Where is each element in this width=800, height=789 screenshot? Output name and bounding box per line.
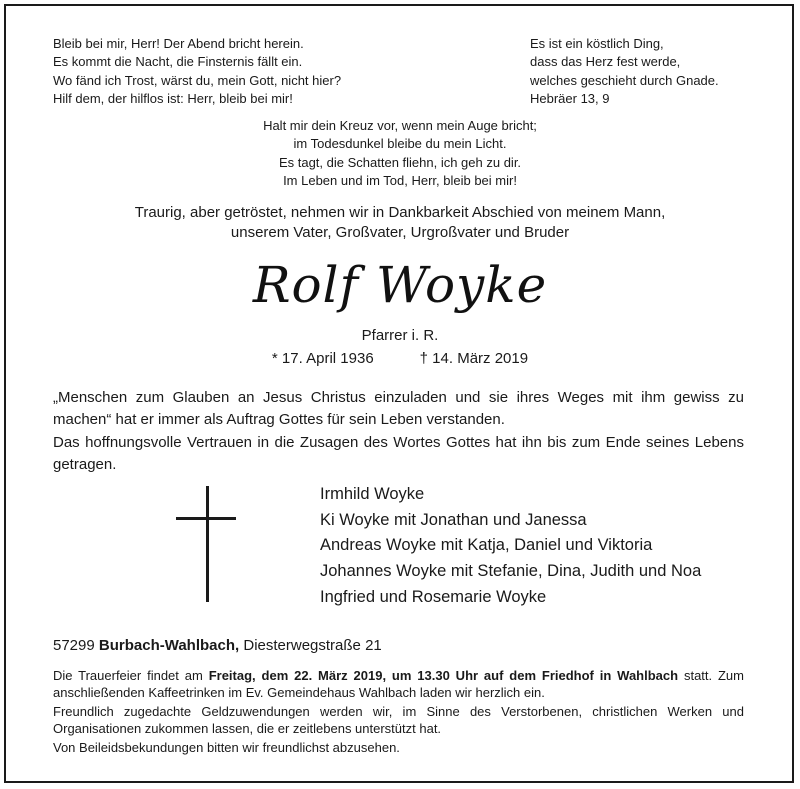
verse-left-line: Es kommt die Nacht, die Finsternis fällt ein. [53,54,303,70]
verse-center-line: Es tagt, die Schatten fliehn, ich geh zu dir. [278,154,522,170]
family-member: Andreas Woyke mit Katja, Daniel und Viktoria [320,536,653,555]
cross-vertical-bar [206,486,209,602]
verse-left [53,35,341,108]
deceased-title: Pfarrer i. R. [361,327,439,344]
intro-line: Traurig, aber getröstet, nehmen wir in Dankbarkeit Abschied von meinem Mann, [134,204,666,221]
deceased-name: Rolf Woyke [252,256,548,314]
family-member: Ingfried und Rosemarie Woyke [320,587,547,606]
address [53,636,382,656]
verse-center-line: Halt mir dein Kreuz vor, wenn mein Auge bricht; [263,118,537,133]
funeral-note-bold: Freitag, dem 22. März 2019, um 13.30 Uhr auf dem Friedhof in Wahlbach [208,668,679,683]
cross-horizontal-bar [176,517,236,520]
verse-left-line: Hilf dem, der hilflos ist: Herr, bleib bei mir! [53,90,293,106]
verse-right-line: Es ist ein köstlich Ding, [530,36,664,51]
address-street: Diesterwegstraße 21 [243,637,382,654]
family-member: Johannes Woyke mit Stefanie, Dina, Judith und Noa [320,562,702,581]
verse-center [0,117,800,190]
funeral-note-post: statt. Zum anschließenden Kaffeetrinken im Ev. Gemeindehaus Wahlbach laden wir herzlich ein. [53,668,744,700]
birth-date: * 17. April 1936 [271,350,374,367]
verse-left-line: Bleib bei mir, Herr! Der Abend bricht herein. [53,36,304,51]
address-zip: 57299 [53,637,95,654]
quote-block [53,387,744,477]
family-list [320,482,701,611]
quote-paragraph: „Menschen zum Glauben an Jesus Christus einzuladen und sie ihres Weges mit ihm gewiss zu machen“ hat er immer als Auftrag Gottes für sein Leben verstanden. [53,389,744,428]
condolence-note: Von Beileidsbekundungen bitten wir freundlichst abzusehen. [53,740,400,755]
family-member: Ki Woyke mit Jonathan und Janessa [320,510,587,529]
verse-center-line: im Todesdunkel bleibe du mein Licht. [293,136,507,152]
verse-left-line: Wo fänd ich Trost, wärst du, mein Gott, nicht hier? [53,72,342,88]
quote-paragraph: Das hoffnungsvolle Vertrauen in die Zusagen des Wortes Gottes hat ihn bis zum Ende seines Lebens getragen. [53,434,744,473]
verse-right-line: dass das Herz fest werde, [530,54,681,70]
life-dates [0,349,800,369]
notes [53,667,744,758]
donation-note: Freundlich zugedachte Geldzuwendungen werden wir, im Sinne des Verstorbenen, christlichen Werken und Organisationen zukommen lassen, die er zeitlebens unterstützt hat. [53,704,744,736]
address-town: Burbach-Wahlbach, [98,637,240,654]
bible-reference: Hebräer 13, 9 [530,90,610,106]
verse-center-line: Im Leben und im Tod, Herr, bleib bei mir! [283,172,517,188]
verse-right [530,35,719,108]
death-date: † 14. März 2019 [419,350,529,367]
intro-line: unserem Vater, Großvater, Urgroßvater und Bruder [230,224,570,241]
intro-text [0,203,800,243]
funeral-note-pre: Die Trauerfeier findet am [53,668,203,683]
cross-icon [176,486,236,604]
funeral-note [53,667,744,701]
family-member: Irmhild Woyke [320,485,425,503]
verse-right-line: welches geschieht durch Gnade. [530,72,719,88]
